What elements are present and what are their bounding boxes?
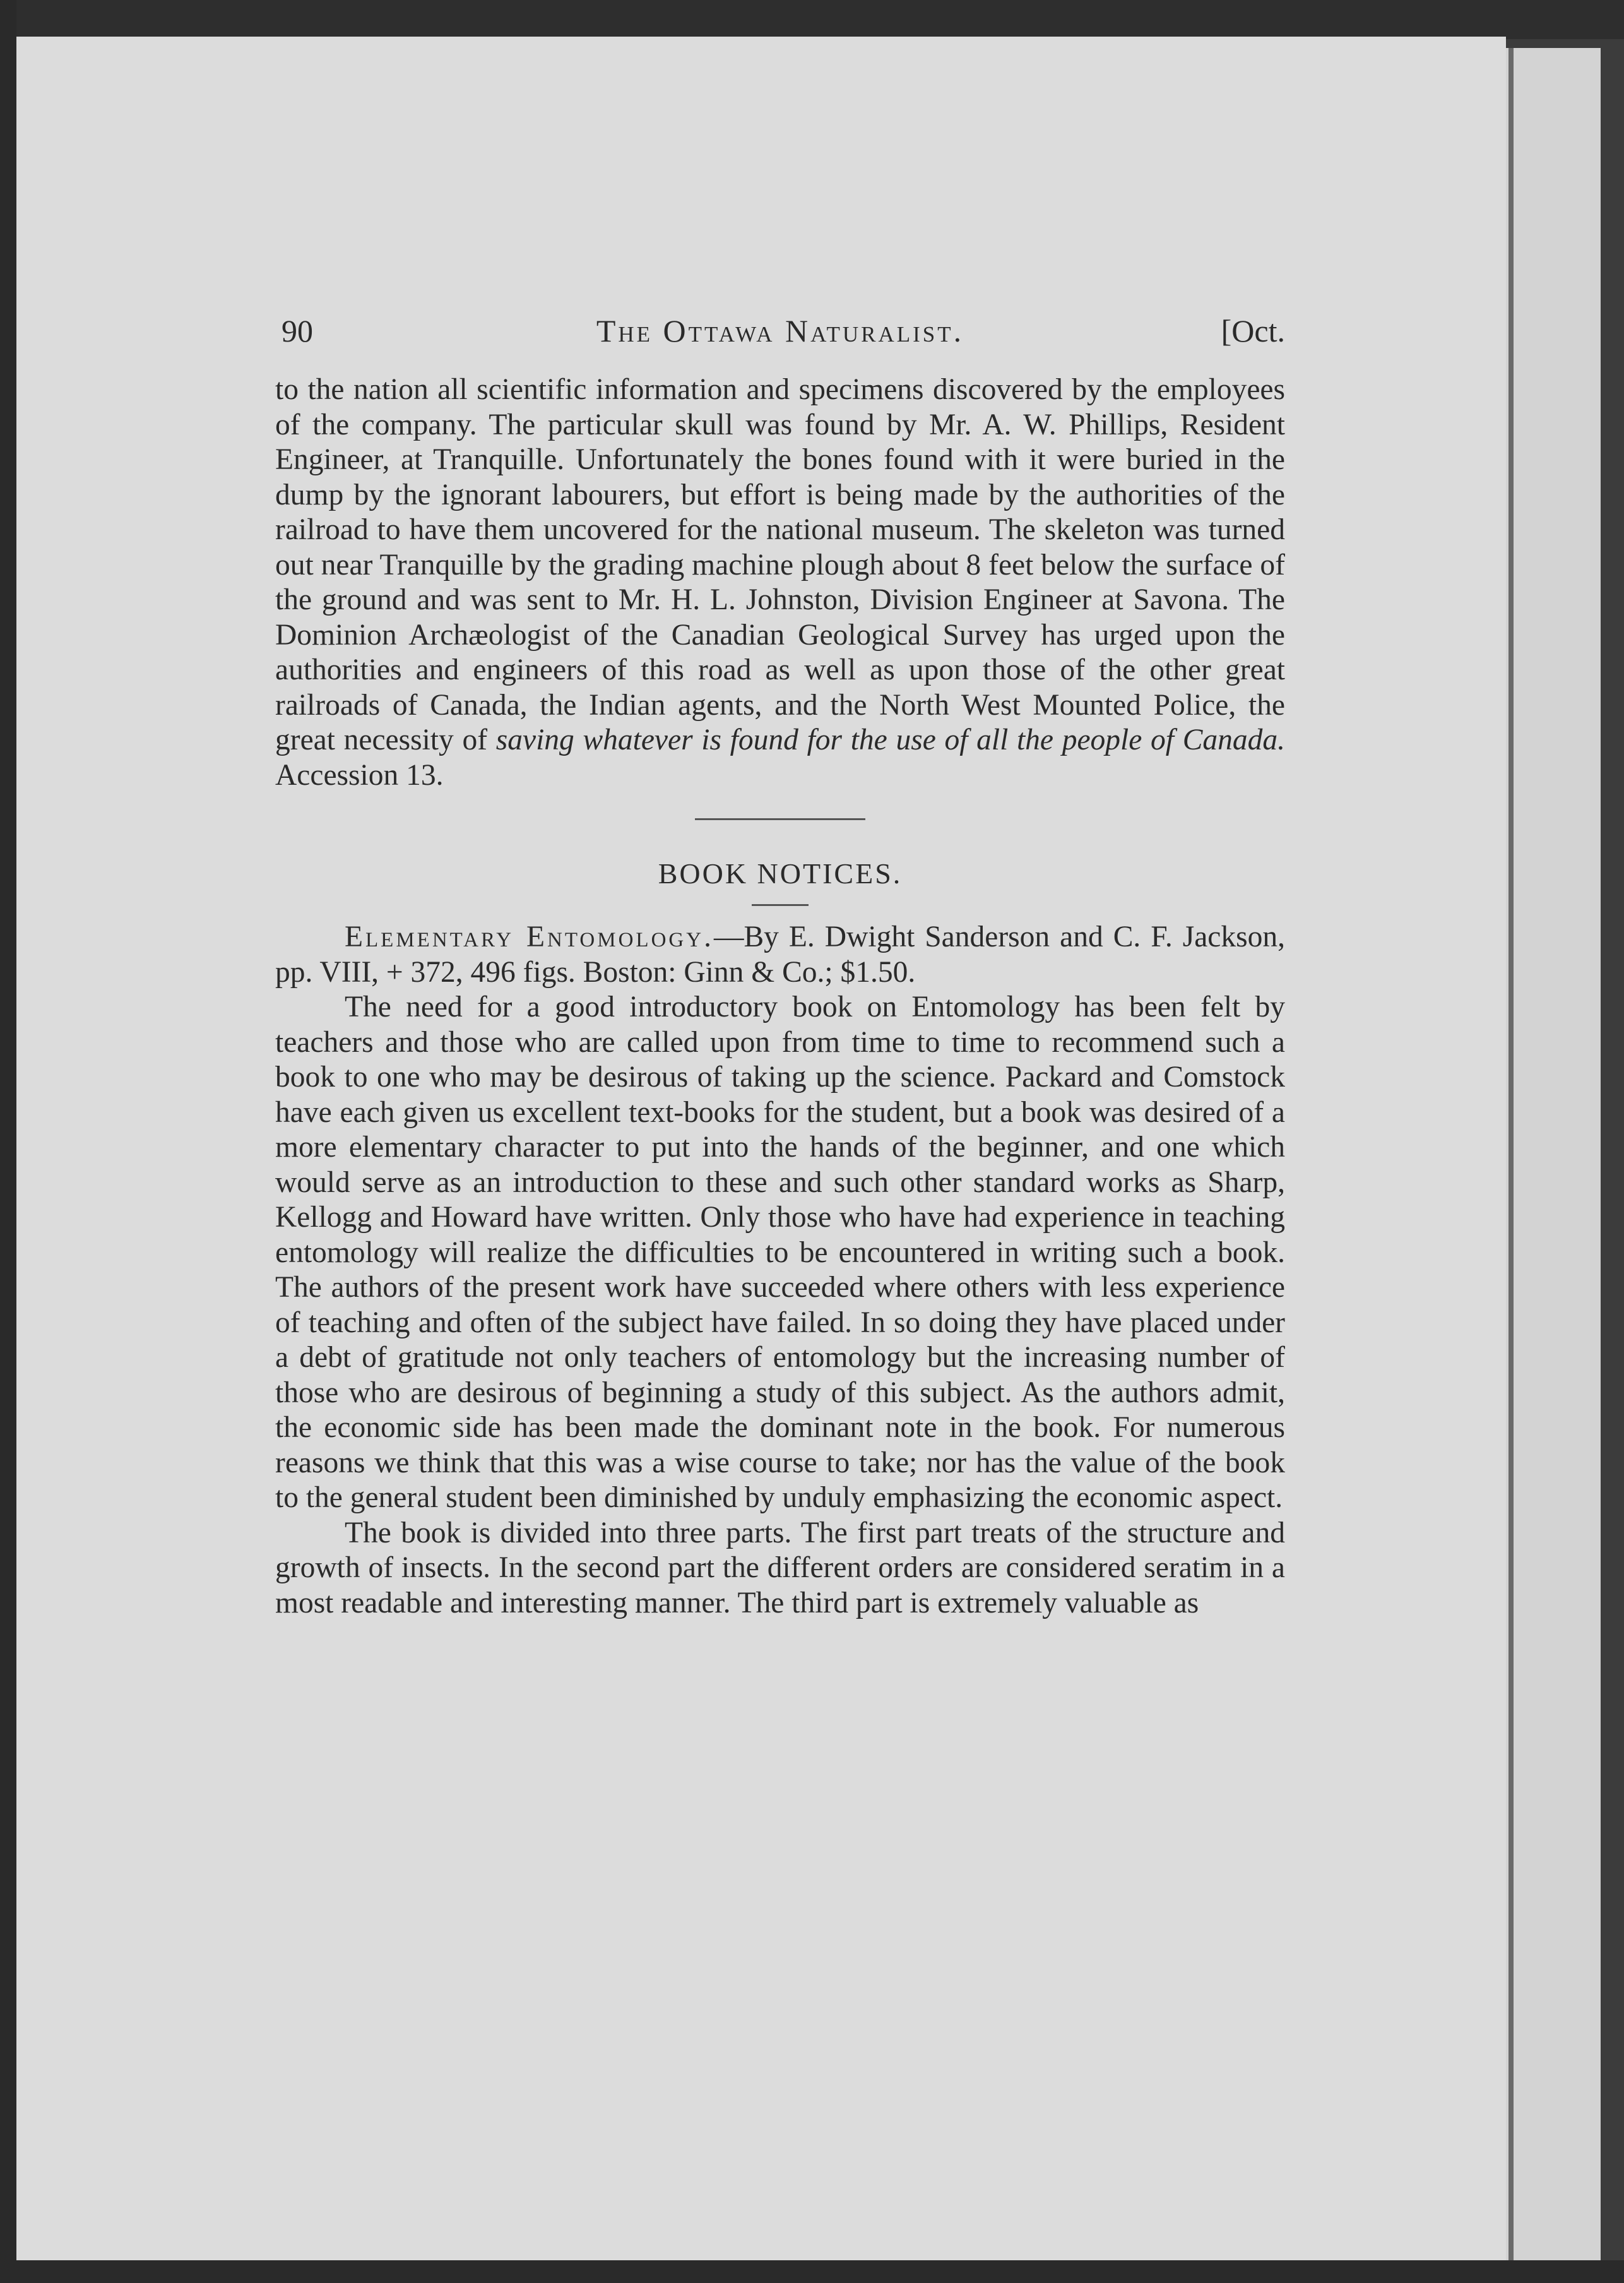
article-text: to the nation all scientific information and specimens discovered by the employees of the company. The particular skull was found by Mr. A. W. Phillips, Resident Engineer, at Tranquille. Unfortunately the bones found with it were buried in the dump by the ignorant labourers, but effort is being made by the authorities of the railroad to have them uncovered for the national museum. The skeleton was turned out near Tranquille by the grading machine plough about 8 feet below the surface of the ground and was sent to Mr. H. L. Johnston, Division Engineer at Savona. The Dominion Archæologist of the Canadian Geological Survey has urged upon the authorities and engineers of this road as well as upon those of the other great railroads of Canada, the Indian agents, and the North West Mounted Police, the great necessity of [275,373,1285,756]
running-head [275,303,1285,354]
book-citation: —By E. Dwight Sanderson and C. F. Jackson, pp. VIII, + 372, 496 figs. Boston: Ginn & Co.; $1.50. [275,921,1285,989]
issue-month: [Oct. [1221,313,1285,349]
scan-border-bottom [0,2260,1624,2283]
book-title: Elementary Entomology. [345,921,714,953]
accession-number: Accession 13. [275,758,444,792]
review-paragraph-2: The book is divided into three parts. The first part treats of the structure and growth of insects. In the second part the different orders are considered seratim in a most readable and interesting manner. The third part is extremely valuable as [275,1516,1285,1619]
facing-page-edge [1506,48,1601,2260]
gutter-line [1508,48,1514,2260]
article-paragraph [275,373,1285,793]
scan-border-top [0,0,1624,39]
page-number: 90 [282,313,313,349]
scan-border-left [0,0,16,2283]
book-notice-entry [275,920,1285,990]
text-block [275,303,1285,1621]
italic-phrase: saving whatever is found for the use of all the people of Canada. [495,724,1285,756]
journal-title: The Ottawa Naturalist. [596,313,964,349]
section-divider [695,818,865,820]
section-heading: BOOK NOTICES. [658,857,903,890]
review-paragraph-1: The need for a good introductory book on Entomology has been felt by teachers and those who are called upon from time to time to recommend such a book to one who may be desirous of taking up the science. Packard and Comstock have each given us excellent text-books for the student, but a book was desired of a more elementary character to put into the hands of the beginner, and one which would serve as an introduction to these and such other standard works as Sharp, Kellogg and Howard have written. Only those who have had experience in teaching entomology will realize the difficulties to be encountered in writing such a book. The authors of the present work have succeeded where others with less experience of teaching and often of the subject have failed. In so doing they have placed under a debt of gratitude not only teachers of entomology but the increasing number of those who are desirous of beginning a study of this subject. As the authors admit, the economic side has been made the dominant note in the book. For numerous reasons we think that this was a wise course to take; nor has the value of the book to the general student been diminished by unduly emphasizing the economic aspect. [275,991,1285,1514]
heading-underline [752,904,809,906]
